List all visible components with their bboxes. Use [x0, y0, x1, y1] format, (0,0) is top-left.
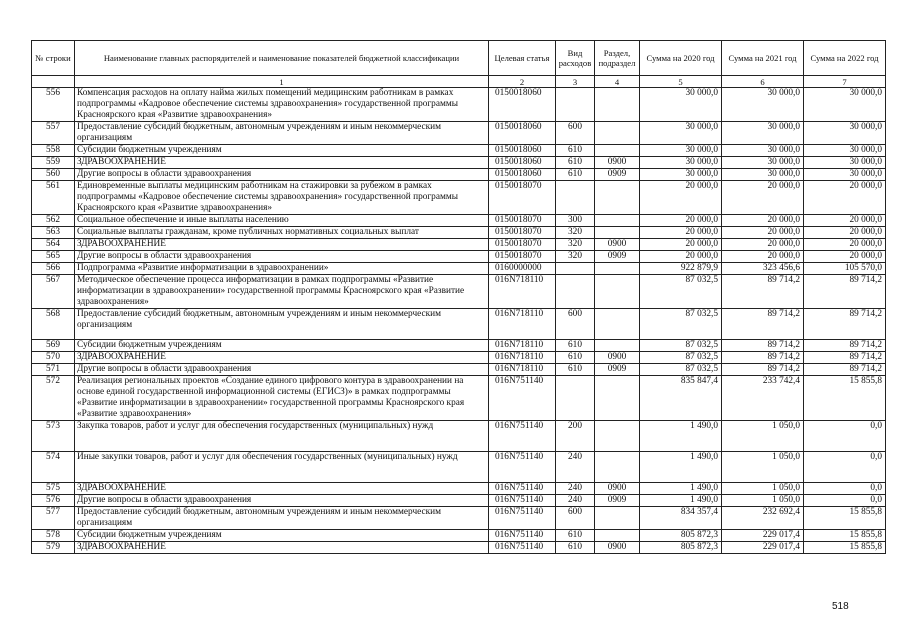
- row-sum-2022: 30 000,0: [804, 169, 886, 181]
- table-row: [32, 239, 886, 251]
- table-row: [32, 169, 886, 181]
- row-rz: [595, 145, 640, 157]
- table-row: [32, 542, 886, 554]
- header-vr: Вид расходов: [556, 41, 595, 76]
- row-sum-2021: 89 714,2: [722, 340, 804, 352]
- row-vr: 300: [556, 215, 595, 227]
- row-sum-2022: 30 000,0: [804, 88, 886, 122]
- row-sum-2022: 105 570,0: [804, 263, 886, 275]
- row-sum-2021: 89 714,2: [722, 275, 804, 309]
- header-num: 2: [489, 76, 556, 88]
- row-vr: 610: [556, 542, 595, 554]
- table-row: [32, 452, 886, 483]
- row-target: 0150018060: [489, 122, 556, 145]
- header-2021: Сумма на 2021 год: [722, 41, 804, 76]
- table-row: [32, 263, 886, 275]
- row-target: 0150018060: [489, 157, 556, 169]
- row-target: 0150018060: [489, 169, 556, 181]
- row-name: Методическое обеспечение процесса информатизации в рамках подпрограммы «Развитие информатизации в здравоохранении» государственной программы Красноярского края «Развитие здравоохранения»: [75, 275, 489, 309]
- row-number: 568: [32, 309, 75, 340]
- row-target: 016N751140: [489, 542, 556, 554]
- row-sum-2021: 20 000,0: [722, 251, 804, 263]
- row-number: 574: [32, 452, 75, 483]
- row-vr: 600: [556, 122, 595, 145]
- row-name: Единовременные выплаты медицинским работникам на стажировки за рубежом в рамках подпрограммы «Кадровое обеспечение системы здравоохранения» государственной программы Красноярского края «Развитие здравоохранения»: [75, 181, 489, 215]
- row-sum-2021: 1 050,0: [722, 483, 804, 495]
- row-sum-2022: 89 714,2: [804, 275, 886, 309]
- row-sum-2020: 30 000,0: [640, 169, 722, 181]
- row-name: Другие вопросы в области здравоохранения: [75, 364, 489, 376]
- row-vr: 610: [556, 145, 595, 157]
- table-row: [32, 227, 886, 239]
- row-rz: [595, 263, 640, 275]
- row-name: Иные закупки товаров, работ и услуг для обеспечения государственных (муниципальных) нужд: [75, 452, 489, 483]
- table-row: [32, 530, 886, 542]
- row-sum-2021: 20 000,0: [722, 239, 804, 251]
- row-name: Предоставление субсидий бюджетным, автономным учреждениям и иным некоммерческим организациям: [75, 122, 489, 145]
- row-target: 016N718110: [489, 309, 556, 340]
- row-target: 0150018070: [489, 227, 556, 239]
- row-name: Предоставление субсидий бюджетным, автономным учреждениям и иным некоммерческим организациям: [75, 507, 489, 530]
- row-sum-2021: 89 714,2: [722, 364, 804, 376]
- table-row: [32, 507, 886, 530]
- table-row: [32, 181, 886, 215]
- row-sum-2020: 1 490,0: [640, 483, 722, 495]
- row-name: Компенсация расходов на оплату найма жилых помещений медицинским работникам в рамках подпрограммы «Кадровое обеспечение системы здравоохранения» государственной программы Красноярского края «Развитие здравоохранения»: [75, 88, 489, 122]
- row-number: 561: [32, 181, 75, 215]
- row-sum-2021: 30 000,0: [722, 88, 804, 122]
- row-sum-2020: 835 847,4: [640, 376, 722, 421]
- row-sum-2021: 1 050,0: [722, 495, 804, 507]
- row-sum-2022: 20 000,0: [804, 227, 886, 239]
- row-number: 579: [32, 542, 75, 554]
- table-row: [32, 495, 886, 507]
- row-rz: [595, 122, 640, 145]
- row-name: ЗДРАВООХРАНЕНИЕ: [75, 483, 489, 495]
- row-name: ЗДРАВООХРАНЕНИЕ: [75, 352, 489, 364]
- header-rz: Раздел, подраздел: [595, 41, 640, 76]
- table-row: [32, 88, 886, 122]
- row-name: Социальные выплаты гражданам, кроме публичных нормативных социальных выплат: [75, 227, 489, 239]
- row-rz: 0900: [595, 239, 640, 251]
- row-vr: [556, 376, 595, 421]
- row-rz: [595, 309, 640, 340]
- row-target: 016N751140: [489, 452, 556, 483]
- row-rz: [595, 452, 640, 483]
- row-sum-2020: 87 032,5: [640, 309, 722, 340]
- row-sum-2021: 30 000,0: [722, 157, 804, 169]
- header-num: 6: [722, 76, 804, 88]
- header-num: 5: [640, 76, 722, 88]
- row-rz: [595, 88, 640, 122]
- row-number: 557: [32, 122, 75, 145]
- header-num: 1: [75, 76, 489, 88]
- row-sum-2020: 87 032,5: [640, 352, 722, 364]
- row-number: 560: [32, 169, 75, 181]
- row-sum-2020: 1 490,0: [640, 495, 722, 507]
- row-vr: 610: [556, 364, 595, 376]
- row-sum-2020: 87 032,5: [640, 340, 722, 352]
- table-row: [32, 483, 886, 495]
- row-sum-2021: 229 017,4: [722, 530, 804, 542]
- row-number: 563: [32, 227, 75, 239]
- row-sum-2020: 30 000,0: [640, 88, 722, 122]
- row-name: Реализация региональных проектов «Создание единого цифрового контура в здравоохранении на основе единой государственной информационной системы (ЕГИСЗ)» в рамках подпрограммы «Развитие информатизации в здравоохранении» государственной программы Красноярского края «Развитие здравоохранения»: [75, 376, 489, 421]
- row-sum-2021: 30 000,0: [722, 145, 804, 157]
- table-row: [32, 352, 886, 364]
- header-num: 7: [804, 76, 886, 88]
- row-vr: 240: [556, 483, 595, 495]
- page-number: 518: [832, 601, 849, 612]
- row-sum-2021: 20 000,0: [722, 227, 804, 239]
- row-rz: [595, 227, 640, 239]
- row-sum-2021: 20 000,0: [722, 181, 804, 215]
- row-sum-2020: 20 000,0: [640, 181, 722, 215]
- row-rz: 0909: [595, 364, 640, 376]
- row-target: 016N751140: [489, 376, 556, 421]
- row-name: Субсидии бюджетным учреждениям: [75, 530, 489, 542]
- row-target: 016N751140: [489, 421, 556, 452]
- row-number: 573: [32, 421, 75, 452]
- row-sum-2020: 20 000,0: [640, 227, 722, 239]
- row-sum-2020: 834 357,4: [640, 507, 722, 530]
- table-row: [32, 421, 886, 452]
- row-target: 016N718110: [489, 364, 556, 376]
- row-sum-2020: 805 872,3: [640, 530, 722, 542]
- row-vr: 320: [556, 251, 595, 263]
- row-vr: 320: [556, 239, 595, 251]
- header-2020: Сумма на 2020 год: [640, 41, 722, 76]
- row-name: Закупка товаров, работ и услуг для обеспечения государственных (муниципальных) нужд: [75, 421, 489, 452]
- row-vr: 240: [556, 452, 595, 483]
- row-sum-2022: 30 000,0: [804, 145, 886, 157]
- row-sum-2020: 30 000,0: [640, 157, 722, 169]
- row-number: 576: [32, 495, 75, 507]
- row-sum-2022: 30 000,0: [804, 157, 886, 169]
- row-sum-2022: 20 000,0: [804, 239, 886, 251]
- row-sum-2020: 20 000,0: [640, 251, 722, 263]
- row-name: Социальное обеспечение и иные выплаты населению: [75, 215, 489, 227]
- row-sum-2021: 1 050,0: [722, 421, 804, 452]
- row-target: 016N751140: [489, 495, 556, 507]
- row-vr: [556, 181, 595, 215]
- row-sum-2022: 15 855,8: [804, 542, 886, 554]
- row-vr: 600: [556, 309, 595, 340]
- row-sum-2022: 15 855,8: [804, 530, 886, 542]
- row-sum-2021: 1 050,0: [722, 452, 804, 483]
- row-rz: [595, 376, 640, 421]
- table-row: [32, 251, 886, 263]
- row-name: Предоставление субсидий бюджетным, автономным учреждениям и иным некоммерческим организациям: [75, 309, 489, 340]
- row-number: 569: [32, 340, 75, 352]
- row-vr: 610: [556, 157, 595, 169]
- row-sum-2022: 0,0: [804, 495, 886, 507]
- row-rz: [595, 181, 640, 215]
- row-vr: [556, 275, 595, 309]
- row-rz: 0900: [595, 483, 640, 495]
- row-number: 578: [32, 530, 75, 542]
- row-name: Другие вопросы в области здравоохранения: [75, 169, 489, 181]
- row-sum-2022: 89 714,2: [804, 364, 886, 376]
- table-row: [32, 275, 886, 309]
- row-sum-2022: 15 855,8: [804, 376, 886, 421]
- row-sum-2022: 15 855,8: [804, 507, 886, 530]
- row-sum-2022: 30 000,0: [804, 122, 886, 145]
- row-number: 567: [32, 275, 75, 309]
- row-sum-2020: 87 032,5: [640, 364, 722, 376]
- row-sum-2020: 1 490,0: [640, 421, 722, 452]
- row-sum-2021: 30 000,0: [722, 169, 804, 181]
- row-sum-2020: 87 032,5: [640, 275, 722, 309]
- row-sum-2022: 89 714,2: [804, 352, 886, 364]
- row-number: 575: [32, 483, 75, 495]
- row-name: Другие вопросы в области здравоохранения: [75, 495, 489, 507]
- row-rz: 0900: [595, 157, 640, 169]
- row-number: 571: [32, 364, 75, 376]
- header-num: 4: [595, 76, 640, 88]
- row-rz: [595, 507, 640, 530]
- row-vr: 240: [556, 495, 595, 507]
- row-target: 0160000000: [489, 263, 556, 275]
- row-name: ЗДРАВООХРАНЕНИЕ: [75, 239, 489, 251]
- row-vr: 200: [556, 421, 595, 452]
- header-num: 3: [556, 76, 595, 88]
- row-sum-2021: 89 714,2: [722, 309, 804, 340]
- row-sum-2022: 89 714,2: [804, 340, 886, 352]
- row-target: 0150018070: [489, 239, 556, 251]
- row-name: Субсидии бюджетным учреждениям: [75, 340, 489, 352]
- row-target: 016N718110: [489, 340, 556, 352]
- table-row: [32, 309, 886, 340]
- row-vr: 610: [556, 530, 595, 542]
- row-name: Другие вопросы в области здравоохранения: [75, 251, 489, 263]
- row-sum-2020: 20 000,0: [640, 239, 722, 251]
- table-row: [32, 364, 886, 376]
- row-vr: 610: [556, 169, 595, 181]
- header-2022: Сумма на 2022 год: [804, 41, 886, 76]
- row-vr: 610: [556, 340, 595, 352]
- row-sum-2022: 0,0: [804, 421, 886, 452]
- row-rz: 0909: [595, 169, 640, 181]
- table-header-row: [32, 41, 886, 76]
- row-sum-2020: 922 879,9: [640, 263, 722, 275]
- row-target: 0150018070: [489, 215, 556, 227]
- row-sum-2021: 89 714,2: [722, 352, 804, 364]
- row-sum-2022: 20 000,0: [804, 181, 886, 215]
- table-header-numbers: [32, 76, 886, 88]
- row-target: 0150018060: [489, 88, 556, 122]
- row-number: 570: [32, 352, 75, 364]
- row-number: 564: [32, 239, 75, 251]
- row-vr: 600: [556, 507, 595, 530]
- row-rz: [595, 530, 640, 542]
- row-sum-2021: 232 692,4: [722, 507, 804, 530]
- header-name: Наименование главных распорядителей и наименование показателей бюджетной классификации: [75, 41, 489, 76]
- row-number: 559: [32, 157, 75, 169]
- row-rz: [595, 421, 640, 452]
- row-rz: [595, 340, 640, 352]
- row-number: 562: [32, 215, 75, 227]
- row-sum-2021: 229 017,4: [722, 542, 804, 554]
- row-sum-2020: 30 000,0: [640, 145, 722, 157]
- row-number: 558: [32, 145, 75, 157]
- row-sum-2022: 20 000,0: [804, 215, 886, 227]
- header-row-no: № строки: [32, 41, 75, 76]
- row-sum-2020: 20 000,0: [640, 215, 722, 227]
- row-sum-2022: 0,0: [804, 452, 886, 483]
- row-sum-2020: 805 872,3: [640, 542, 722, 554]
- row-vr: 610: [556, 352, 595, 364]
- row-number: 556: [32, 88, 75, 122]
- row-target: 016N718110: [489, 275, 556, 309]
- header-target: Целевая статья: [489, 41, 556, 76]
- row-name: ЗДРАВООХРАНЕНИЕ: [75, 157, 489, 169]
- row-name: ЗДРАВООХРАНЕНИЕ: [75, 542, 489, 554]
- row-rz: 0900: [595, 352, 640, 364]
- row-sum-2021: 30 000,0: [722, 122, 804, 145]
- row-sum-2021: 323 456,6: [722, 263, 804, 275]
- header-num: [32, 76, 75, 88]
- row-target: 0150018070: [489, 251, 556, 263]
- row-target: 0150018070: [489, 181, 556, 215]
- budget-table: [31, 40, 886, 554]
- row-target: 016N751140: [489, 530, 556, 542]
- row-sum-2021: 233 742,4: [722, 376, 804, 421]
- row-rz: 0909: [595, 251, 640, 263]
- row-rz: 0909: [595, 495, 640, 507]
- row-sum-2022: 0,0: [804, 483, 886, 495]
- table-row: [32, 145, 886, 157]
- row-vr: 320: [556, 227, 595, 239]
- row-number: 566: [32, 263, 75, 275]
- row-target: 016N751140: [489, 483, 556, 495]
- row-rz: [595, 215, 640, 227]
- row-rz: 0900: [595, 542, 640, 554]
- row-number: 577: [32, 507, 75, 530]
- row-vr: [556, 88, 595, 122]
- row-number: 565: [32, 251, 75, 263]
- table-row: [32, 122, 886, 145]
- table-row: [32, 157, 886, 169]
- table-row: [32, 215, 886, 227]
- table-row: [32, 376, 886, 421]
- row-rz: [595, 275, 640, 309]
- row-sum-2020: 30 000,0: [640, 122, 722, 145]
- row-target: 016N751140: [489, 507, 556, 530]
- row-name: Субсидии бюджетным учреждениям: [75, 145, 489, 157]
- row-target: 016N718110: [489, 352, 556, 364]
- row-sum-2020: 1 490,0: [640, 452, 722, 483]
- table-row: [32, 340, 886, 352]
- row-number: 572: [32, 376, 75, 421]
- row-sum-2022: 89 714,2: [804, 309, 886, 340]
- row-name: Подпрограмма «Развитие информатизации в здравоохранении»: [75, 263, 489, 275]
- budget-table-sheet: [31, 40, 885, 554]
- row-target: 0150018060: [489, 145, 556, 157]
- row-sum-2022: 20 000,0: [804, 251, 886, 263]
- row-vr: [556, 263, 595, 275]
- row-sum-2021: 20 000,0: [722, 215, 804, 227]
